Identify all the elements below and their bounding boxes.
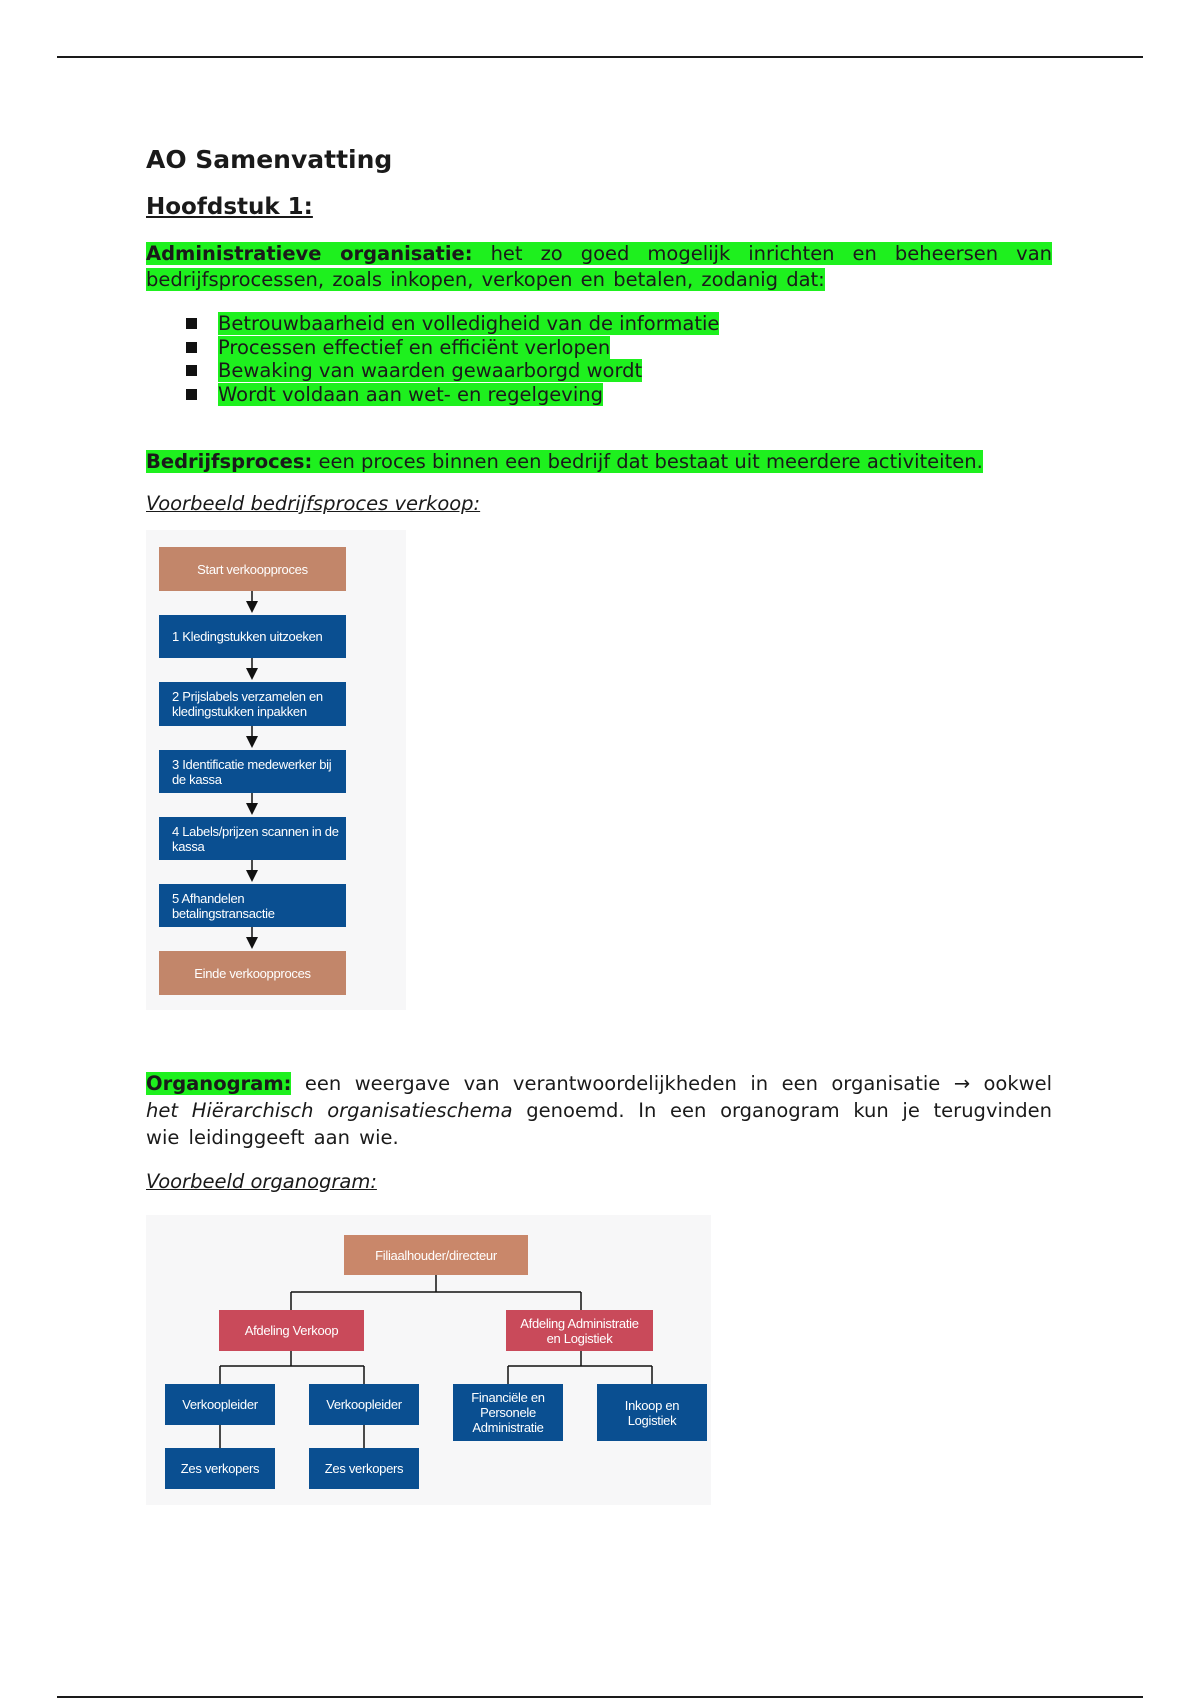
list-item: Bewaking van waarden gewaarborgd wordt bbox=[186, 359, 719, 383]
header-rule bbox=[57, 56, 1143, 58]
org-sales-leader-1: Verkoopleider bbox=[165, 1384, 275, 1425]
organogram-chart bbox=[146, 1215, 711, 1505]
definition-text: het zo goed mogelijk inrichten en beheersen van bedrijfsprocessen, zoals inkopen, verkopen en betalen, zodanig dat: bbox=[146, 242, 1052, 291]
flow-end: Einde verkoopproces bbox=[159, 951, 346, 995]
flow-step-1: 1 Kledingstukken uitzoeken bbox=[159, 615, 346, 658]
org-dept-admin: Afdeling Administratie en Logistiek bbox=[506, 1310, 653, 1351]
term-organogram: Organogram: bbox=[146, 1072, 292, 1095]
list-item: Processen effectief en efficiënt verlopen bbox=[186, 336, 719, 360]
org-sellers-2: Zes verkopers bbox=[309, 1448, 419, 1489]
flow-step-5: 5 Afhandelen betalingstransactie bbox=[159, 884, 346, 927]
bullet-square-icon bbox=[186, 389, 197, 400]
arrow-right-icon: → bbox=[953, 1072, 971, 1095]
bullet-square-icon bbox=[186, 365, 197, 376]
sales-process-flowchart bbox=[146, 530, 406, 1010]
page-title: AO Samenvatting bbox=[146, 145, 393, 174]
term-bedrijfsproces: Bedrijfsproces: bbox=[146, 450, 313, 473]
flow-step-2: 2 Prijslabels verzamelen en kledingstukken inpakken bbox=[159, 682, 346, 726]
bullet-square-icon bbox=[186, 342, 197, 353]
example-org-heading: Voorbeeld organogram: bbox=[146, 1170, 377, 1193]
requirements-list bbox=[186, 312, 719, 406]
flow-step-4: 4 Labels/prijzen scannen in de kassa bbox=[159, 817, 346, 860]
org-sellers-1: Zes verkopers bbox=[165, 1448, 275, 1489]
definition-organogram: Organogram: een weergave van verantwoordelijkheden in een organisatie → ookwel het Hiërarchisch organisatieschema genoemd. In een organogram kun je terugvinden wie leidinggeeft aan wie. bbox=[146, 1072, 1053, 1149]
org-finance-admin: Financiële en Personele Administratie bbox=[453, 1384, 563, 1441]
definition-bedrijfsproces bbox=[146, 449, 983, 475]
definition-administratieve-organisatie bbox=[146, 241, 1052, 293]
example-process-heading: Voorbeeld bedrijfsproces verkoop: bbox=[146, 492, 481, 515]
org-purchasing-logistics: Inkoop en Logistiek bbox=[597, 1384, 707, 1441]
flow-step-3: 3 Identificatie medewerker bij de kassa bbox=[159, 750, 346, 793]
org-root: Filiaalhouder/directeur bbox=[344, 1235, 528, 1275]
footer-rule bbox=[57, 1696, 1143, 1698]
chapter-heading: Hoofdstuk 1: bbox=[146, 194, 313, 220]
flow-start: Start verkoopproces bbox=[159, 547, 346, 591]
list-item: Betrouwbaarheid en volledigheid van de informatie bbox=[186, 312, 719, 336]
org-dept-sales: Afdeling Verkoop bbox=[219, 1310, 364, 1351]
definition-text: een proces binnen een bedrijf dat bestaat uit meerdere activiteiten. bbox=[312, 450, 983, 473]
list-item: Wordt voldaan aan wet- en regelgeving bbox=[186, 383, 719, 407]
bullet-square-icon bbox=[186, 318, 197, 329]
term-administratieve-organisatie: Administratieve organisatie: bbox=[146, 242, 473, 265]
org-sales-leader-2: Verkoopleider bbox=[309, 1384, 419, 1425]
